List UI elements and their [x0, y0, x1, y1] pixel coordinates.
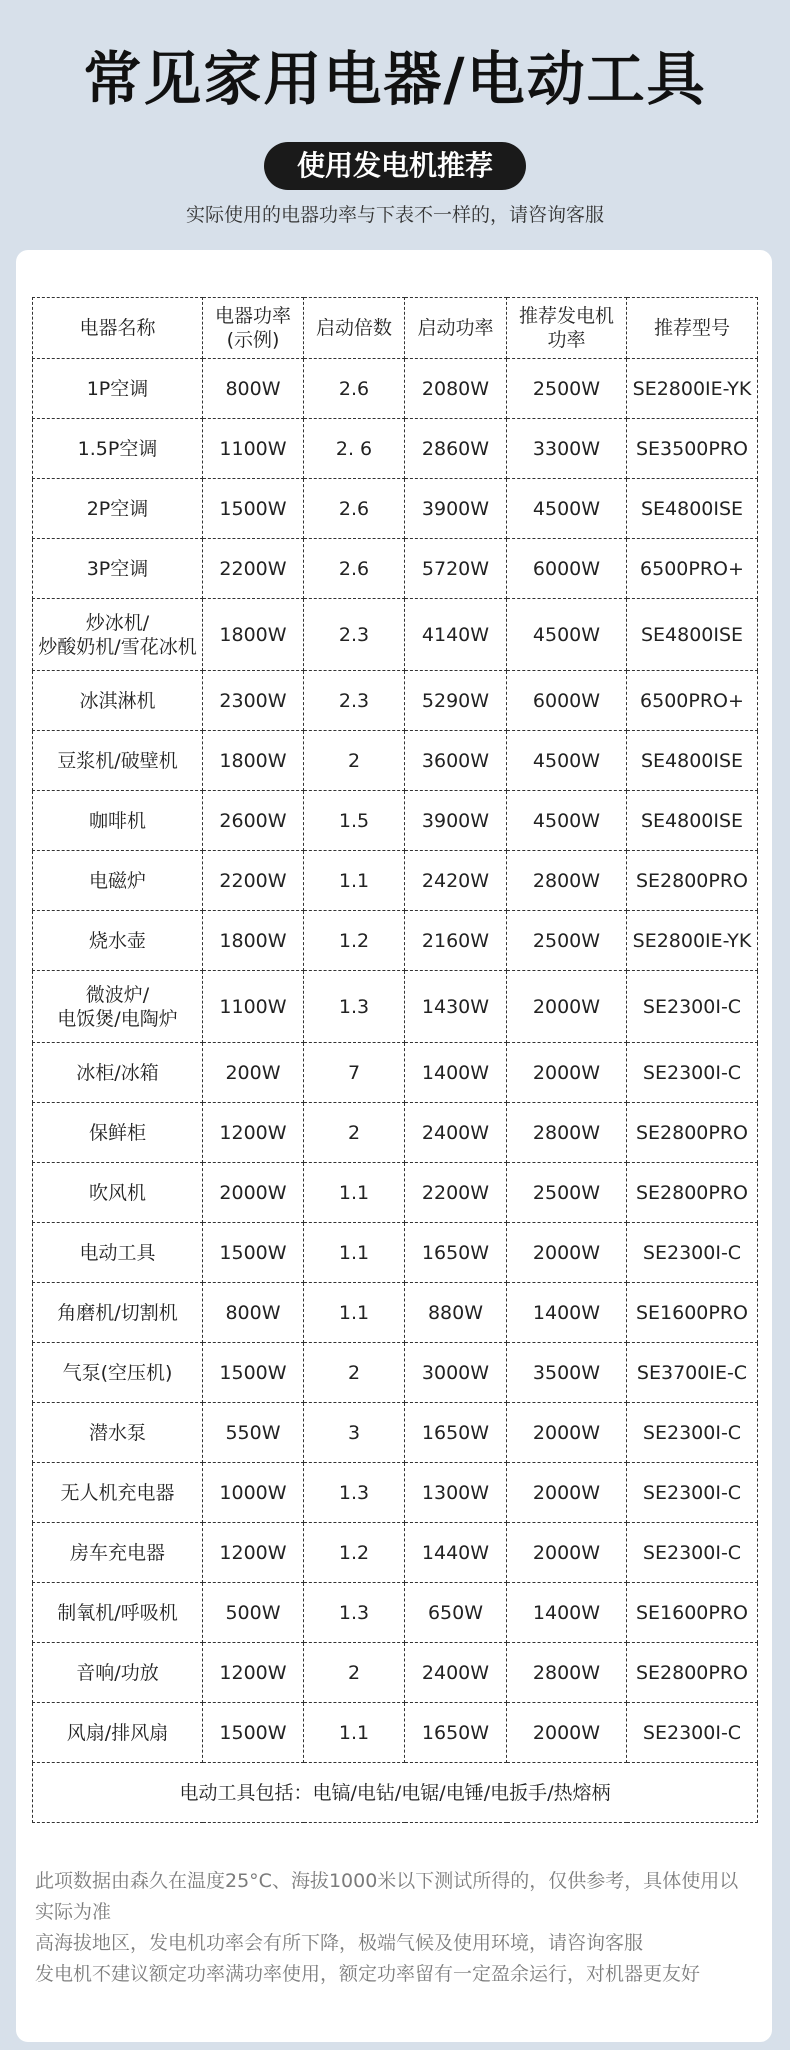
table-cell: SE4800ISE — [627, 791, 758, 851]
table-row — [33, 1703, 758, 1763]
table-cell: 1650W — [405, 1223, 507, 1283]
table-cell: 2.3 — [304, 599, 405, 671]
table-cell: 吹风机 — [33, 1163, 203, 1223]
table-cell: 2000W — [507, 1463, 627, 1523]
table-cell: SE2800IE-YK — [627, 911, 758, 971]
table-cell: 气泵(空压机) — [33, 1343, 203, 1403]
table-cell: 2000W — [507, 1523, 627, 1583]
table-row — [33, 359, 758, 419]
table-cell: 2500W — [507, 1163, 627, 1223]
table-cell: 制氧机/呼吸机 — [33, 1583, 203, 1643]
content-card — [16, 250, 772, 2042]
table-cell: 1300W — [405, 1463, 507, 1523]
table-cell: SE2300I-C — [627, 1523, 758, 1583]
table-cell: 650W — [405, 1583, 507, 1643]
recommendation-badge: 使用发电机推荐 — [264, 142, 526, 190]
table-cell: 800W — [203, 1283, 304, 1343]
table-cell: 6000W — [507, 539, 627, 599]
table-cell: 1.1 — [304, 1703, 405, 1763]
table-cell: 2.6 — [304, 359, 405, 419]
table-cell: 6500PRO+ — [627, 539, 758, 599]
table-cell: SE2800PRO — [627, 1103, 758, 1163]
table-cell: 1.1 — [304, 1283, 405, 1343]
table-row — [33, 1043, 758, 1103]
table-row — [33, 1643, 758, 1703]
table-cell: 1.3 — [304, 1583, 405, 1643]
table-cell: 无人机充电器 — [33, 1463, 203, 1523]
table-cell: 2000W — [507, 971, 627, 1043]
table-cell: SE4800ISE — [627, 599, 758, 671]
table-cell: 2300W — [203, 671, 304, 731]
table-row — [33, 671, 758, 731]
table-cell: 2 — [304, 731, 405, 791]
table-cell: 2420W — [405, 851, 507, 911]
table-cell: 2800W — [507, 1643, 627, 1703]
table-cell: 5290W — [405, 671, 507, 731]
table-cell: 1.3 — [304, 971, 405, 1043]
table-cell: SE2300I-C — [627, 1463, 758, 1523]
table-cell: SE2300I-C — [627, 971, 758, 1043]
column-header: 推荐型号 — [627, 298, 758, 359]
table-cell: 2860W — [405, 419, 507, 479]
table-cell: 1.2 — [304, 911, 405, 971]
table-row — [33, 539, 758, 599]
column-header: 启动功率 — [405, 298, 507, 359]
table-cell: SE1600PRO — [627, 1283, 758, 1343]
table-cell: 1100W — [203, 971, 304, 1043]
table-cell: 4500W — [507, 479, 627, 539]
table-row — [33, 1463, 758, 1523]
table-cell: 2200W — [203, 851, 304, 911]
table-cell: 风扇/排风扇 — [33, 1703, 203, 1763]
table-cell: 冰柜/冰箱 — [33, 1043, 203, 1103]
table-cell: 2000W — [507, 1403, 627, 1463]
table-cell: 6500PRO+ — [627, 671, 758, 731]
table-header-row — [33, 298, 758, 359]
table-cell: 2600W — [203, 791, 304, 851]
table-cell: 3 — [304, 1403, 405, 1463]
table-cell: 3P空调 — [33, 539, 203, 599]
table-cell: 1.1 — [304, 851, 405, 911]
table-cell: 2000W — [507, 1223, 627, 1283]
table-cell: 3000W — [405, 1343, 507, 1403]
table-cell: 3300W — [507, 419, 627, 479]
notes — [35, 1866, 757, 1990]
table-cell: 1200W — [203, 1523, 304, 1583]
subtitle: 实际使用的电器功率与下表不一样的，请咨询客服 — [185, 204, 604, 226]
table-cell: 2.6 — [304, 479, 405, 539]
table-body — [33, 359, 758, 1763]
page-title: 常见家用电器/电动工具 — [83, 45, 707, 113]
table-cell: 电磁炉 — [33, 851, 203, 911]
table-cell: 微波炉/ 电饭煲/电陶炉 — [33, 971, 203, 1043]
table-cell: SE2300I-C — [627, 1403, 758, 1463]
table-row — [33, 1283, 758, 1343]
table-cell: 6000W — [507, 671, 627, 731]
table-cell: 角磨机/切割机 — [33, 1283, 203, 1343]
table-cell: 1P空调 — [33, 359, 203, 419]
table-row — [33, 1343, 758, 1403]
table-row — [33, 791, 758, 851]
table-cell: 1200W — [203, 1643, 304, 1703]
table-cell: 4500W — [507, 731, 627, 791]
table-cell: 2080W — [405, 359, 507, 419]
table-cell: 1100W — [203, 419, 304, 479]
table-cell: 1500W — [203, 1703, 304, 1763]
table-cell: 1800W — [203, 599, 304, 671]
table-cell: 2500W — [507, 359, 627, 419]
table-cell: 3500W — [507, 1343, 627, 1403]
table-cell: 4500W — [507, 599, 627, 671]
table-cell: 2500W — [507, 911, 627, 971]
table-row — [33, 1103, 758, 1163]
table-cell: 880W — [405, 1283, 507, 1343]
table-row — [33, 599, 758, 671]
table-cell: 550W — [203, 1403, 304, 1463]
table-cell: 1500W — [203, 1343, 304, 1403]
table-cell: SE2800PRO — [627, 851, 758, 911]
table-cell: 1000W — [203, 1463, 304, 1523]
table-cell: 1.2 — [304, 1523, 405, 1583]
table-cell: 冰淇淋机 — [33, 671, 203, 731]
table-cell: 2. 6 — [304, 419, 405, 479]
table-row — [33, 419, 758, 479]
table-cell: 3900W — [405, 791, 507, 851]
table-cell: 1.3 — [304, 1463, 405, 1523]
table-cell: 3900W — [405, 479, 507, 539]
table-cell: 炒冰机/ 炒酸奶机/雪花冰机 — [33, 599, 203, 671]
table-cell: 1650W — [405, 1703, 507, 1763]
table-cell: SE2800PRO — [627, 1163, 758, 1223]
table-cell: 保鲜柜 — [33, 1103, 203, 1163]
table-cell: 1.1 — [304, 1223, 405, 1283]
table-cell: 1650W — [405, 1403, 507, 1463]
table-cell: 2200W — [405, 1163, 507, 1223]
table-cell: 1800W — [203, 731, 304, 791]
table-cell: 房车充电器 — [33, 1523, 203, 1583]
table-cell: 2.3 — [304, 671, 405, 731]
table-cell: 2P空调 — [33, 479, 203, 539]
table-cell: 2000W — [507, 1043, 627, 1103]
table-row — [33, 1223, 758, 1283]
column-header: 推荐发电机 功率 — [507, 298, 627, 359]
table-footer-row — [33, 1763, 758, 1823]
table-cell: 1500W — [203, 1223, 304, 1283]
table-cell: 1.5P空调 — [33, 419, 203, 479]
table-cell: 2800W — [507, 1103, 627, 1163]
table-cell: 2800W — [507, 851, 627, 911]
table-cell: SE3700IE-C — [627, 1343, 758, 1403]
note-line: 高海拔地区，发电机功率会有所下降，极端气候及使用环境，请咨询客服 — [35, 1932, 644, 1954]
table-cell: 2 — [304, 1643, 405, 1703]
column-header: 电器功率 (示例) — [203, 298, 304, 359]
table-cell: SE4800ISE — [627, 479, 758, 539]
table-cell: SE2800PRO — [627, 1643, 758, 1703]
table-cell: SE2300I-C — [627, 1703, 758, 1763]
note-line: 此项数据由森久在温度25°C、海拔1000米以下测试所得的，仅供参考，具体使用以实际为准 — [35, 1870, 739, 1923]
table-cell: 1430W — [405, 971, 507, 1043]
table-cell: SE3500PRO — [627, 419, 758, 479]
table-cell: 烧水壶 — [33, 911, 203, 971]
table-cell: 800W — [203, 359, 304, 419]
table-row — [33, 971, 758, 1043]
table-cell: 500W — [203, 1583, 304, 1643]
column-header: 启动倍数 — [304, 298, 405, 359]
table-cell: 1440W — [405, 1523, 507, 1583]
table-cell: 潜水泵 — [33, 1403, 203, 1463]
table-row — [33, 731, 758, 791]
table-cell: 1800W — [203, 911, 304, 971]
table-cell: 1500W — [203, 479, 304, 539]
table-cell: 4500W — [507, 791, 627, 851]
table-row — [33, 479, 758, 539]
table-row — [33, 1403, 758, 1463]
power-table — [32, 297, 758, 1823]
table-cell: SE2300I-C — [627, 1223, 758, 1283]
table-cell: 1400W — [507, 1583, 627, 1643]
table-row — [33, 851, 758, 911]
table-cell: 1400W — [507, 1283, 627, 1343]
table-cell: SE4800ISE — [627, 731, 758, 791]
table-row — [33, 911, 758, 971]
table-cell: 2 — [304, 1343, 405, 1403]
table-cell: 200W — [203, 1043, 304, 1103]
table-cell: 1.1 — [304, 1163, 405, 1223]
table-row — [33, 1583, 758, 1643]
table-cell: 咖啡机 — [33, 791, 203, 851]
table-cell: SE1600PRO — [627, 1583, 758, 1643]
power-tools-note: 电动工具包括：电镐/电钻/电锯/电锤/电扳手/热熔柄 — [33, 1763, 758, 1823]
table-cell: 音响/功放 — [33, 1643, 203, 1703]
table-cell: 2 — [304, 1103, 405, 1163]
table-cell: 电动工具 — [33, 1223, 203, 1283]
table-cell: 2.6 — [304, 539, 405, 599]
table-cell: SE2800IE-YK — [627, 359, 758, 419]
table-cell: 7 — [304, 1043, 405, 1103]
table-cell: SE2300I-C — [627, 1043, 758, 1103]
table-cell: 2400W — [405, 1643, 507, 1703]
table-cell: 2200W — [203, 539, 304, 599]
table-cell: 2000W — [203, 1163, 304, 1223]
note-line: 发电机不建议额定功率满功率使用，额定功率留有一定盈余运行，对机器更友好 — [35, 1963, 701, 1985]
table-cell: 2000W — [507, 1703, 627, 1763]
table-cell: 1200W — [203, 1103, 304, 1163]
table-row — [33, 1523, 758, 1583]
table-cell: 1.5 — [304, 791, 405, 851]
table-cell: 4140W — [405, 599, 507, 671]
table-cell: 2160W — [405, 911, 507, 971]
table-cell: 5720W — [405, 539, 507, 599]
table-cell: 1400W — [405, 1043, 507, 1103]
column-header: 电器名称 — [33, 298, 203, 359]
table-cell: 豆浆机/破壁机 — [33, 731, 203, 791]
table-row — [33, 1163, 758, 1223]
table-cell: 3600W — [405, 731, 507, 791]
table-cell: 2400W — [405, 1103, 507, 1163]
